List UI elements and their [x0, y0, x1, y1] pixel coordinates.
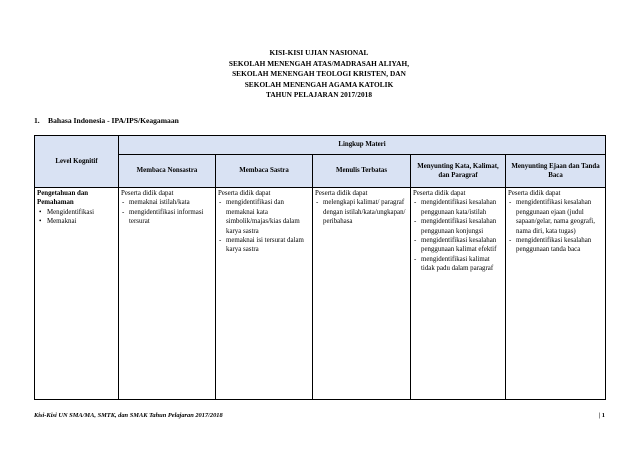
page-number: | 1 — [598, 412, 605, 419]
list-item: - mengidentifikasi kesalahan penggunaan kata/istilah — [421, 198, 503, 217]
level-bullet-list — [37, 208, 116, 227]
column-header-membaca-sastra: Membaca Sastra — [216, 155, 313, 188]
column-header-menulis-terbatas: Menulis Terbatas — [313, 155, 411, 188]
list-item: - mengidentifikasi kesalahan penggunaan konjungsi — [421, 217, 503, 236]
list-item: - mengidentifikasi kalimat tidak padu dalam paragraf — [421, 255, 503, 274]
list-item: • Mengidentifikasi — [47, 208, 116, 217]
lingkup-materi-header: Lingkup Materi — [119, 136, 606, 155]
dash-list — [508, 198, 603, 254]
level-kognitif-cell — [35, 188, 119, 400]
section-title-text: Bahasa Indonesia - IPA/IPS/Keagamaan — [48, 116, 179, 125]
list-item: - memaknai isi tersurat dalam karya sastra — [226, 236, 310, 255]
cell-intro: Peserta didik dapat — [315, 190, 368, 197]
column-header-menyunting-ejaan: Menyunting Ejaan dan Tanda Baca — [506, 155, 606, 188]
cell-menyunting-kata — [411, 188, 506, 400]
cell-menulis-terbatas — [313, 188, 411, 400]
cell-menyunting-ejaan — [506, 188, 606, 400]
header-line-5: TAHUN PELAJARAN 2017/2018 — [265, 90, 373, 100]
cell-intro: Peserta didik dapat — [121, 190, 174, 197]
column-header-membaca-nonsastra: Membaca Nonsastra — [119, 155, 216, 188]
column-header-menyunting-kata: Menyunting Kata, Kalimat, dan Paragraf — [411, 155, 506, 188]
cell-intro: Peserta didik dapat — [218, 190, 271, 197]
level-title: Pengetahuan dan Pemahaman — [37, 190, 89, 207]
document-header — [0, 48, 638, 101]
list-item: • Memaknai — [47, 217, 116, 226]
header-line-3: SEKOLAH MENENGAH TEOLOGI KRISTEN, DAN — [232, 69, 406, 79]
list-item: - mengidentifikasi dan memaknai kata simbolik/majas/kias dalam karya sastra — [226, 198, 310, 236]
list-item: - memaknai istilah/kata — [129, 198, 213, 207]
dash-list — [121, 198, 213, 226]
header-line-4: SEKOLAH MENENGAH AGAMA KATOLIK — [244, 79, 394, 89]
cell-membaca-sastra — [216, 188, 313, 400]
header-line-1: KISI-KISI UJIAN NASIONAL — [269, 48, 369, 57]
list-item: - mengidentifikasi informasi tersurat — [129, 208, 213, 227]
list-item: - mengidentifikasi kesalahan penggunaan kalimat efektif — [421, 236, 503, 255]
dash-list — [218, 198, 310, 254]
table-row — [35, 188, 606, 400]
dash-list — [315, 198, 408, 226]
level-kognitif-header: Level Kognitif — [35, 136, 119, 188]
section-number: 1. — [34, 116, 40, 125]
cell-intro: Peserta didik dapat — [508, 190, 561, 197]
dash-list — [413, 198, 503, 273]
kisi-kisi-table — [34, 135, 606, 400]
cell-membaca-nonsastra — [119, 188, 216, 400]
section-title — [34, 116, 179, 125]
list-item: - mengidentifikasi kesalahan penggunaan ejaan (judul sapaan/gelar, nama geografi, nama diri, kata tugas) — [516, 198, 603, 236]
cell-intro: Peserta didik dapat — [413, 190, 466, 197]
list-item: - melengkapi kalimat/ paragraf dengan istilah/kata/ungkapan/ peribahasa — [323, 198, 408, 226]
page-footer — [34, 412, 605, 419]
header-line-2: SEKOLAH MENENGAH ATAS/MADRASAH ALIYAH, — [228, 58, 410, 68]
footer-text: Kisi-Kisi UN SMA/MA, SMTK, dan SMAK Tahun Pelajaran 2017/2018 — [34, 412, 223, 419]
list-item: - mengidentifikasi kesalahan penggunaan tanda baca — [516, 236, 603, 255]
